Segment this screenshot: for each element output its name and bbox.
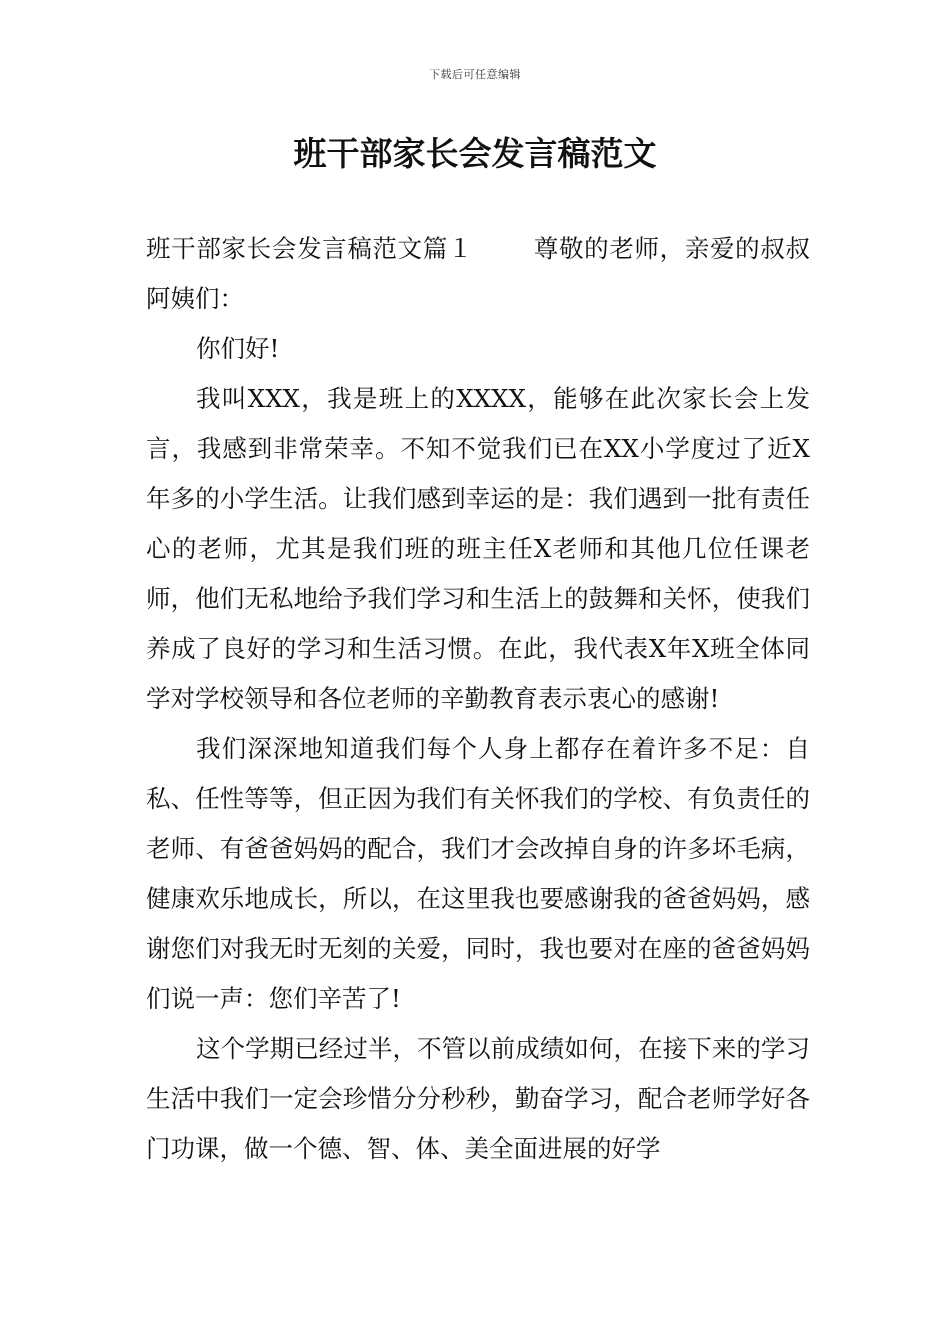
intro-salutation: 尊敬的老师，亲爱的叔叔阿姨们： — [146, 234, 811, 313]
intro-heading: 班干部家长会发言稿范文篇１ — [146, 234, 474, 263]
intro-paragraph — [146, 224, 810, 324]
document-title: 班干部家长会发言稿范文 — [293, 134, 657, 173]
paragraph-gratitude: 我们深深地知道我们每个人身上都存在着许多不足：自私、任性等等，但正因为我们有关怀我们的学校、有负责任的老师、有爸爸妈妈的配合，我们才会改掉自身的许多坏毛病，健康欢乐地成长，所以，在这里我也要感谢我的爸爸妈妈，感谢您们对我无时无刻的关爱，同时，我也要对在座的爸爸妈妈们说一声：您们辛苦了! — [146, 734, 810, 1013]
document-body — [146, 224, 810, 1174]
paragraph-greeting: 你们好! — [196, 334, 280, 363]
paragraph-commitment: 这个学期已经过半，不管以前成绩如何，在接下来的学习生活中我们一定会珍惜分分秒秒，勤奋学习，配合老师学好各门功课，做一个德、智、体、美全面进展的好学 — [146, 1034, 810, 1163]
header-note: 下载后可任意编辑 — [429, 68, 521, 81]
paragraph-introduction: 我叫XXX，我是班上的XXXX，能够在此次家长会上发言，我感到非常荣幸。不知不觉我们已在XX小学度过了近X年多的小学生活。让我们感到幸运的是：我们遇到一批有责任心的老师，尤其是我们班的班主任X老师和其他几位任课老师，他们无私地给予我们学习和生活上的鼓舞和关怀，使我们养成了良好的学习和生活习惯。在此，我代表X年X班全体同学对学校领导和各位老师的辛勤教育表示衷心的感谢! — [146, 384, 810, 713]
